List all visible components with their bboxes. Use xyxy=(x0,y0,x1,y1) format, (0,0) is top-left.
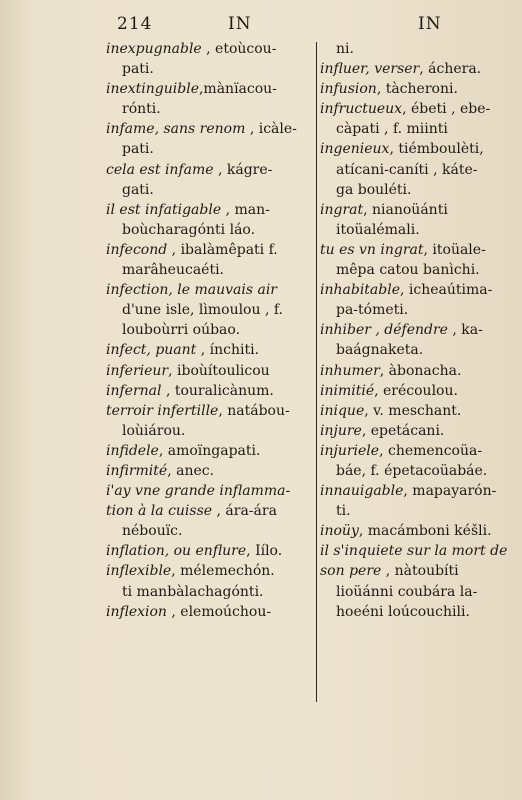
entry-line xyxy=(106,501,316,521)
definition-text: ,mànïacou- xyxy=(198,81,277,98)
definition-text: d'une isle, lìmoulou , f. xyxy=(122,302,283,319)
entry-line xyxy=(106,441,316,461)
headword: il s'inquiete sur la mort de xyxy=(320,543,508,560)
entry-line xyxy=(320,220,520,240)
headword: i'ay vne grande inflamma- xyxy=(106,483,291,500)
definition-text: , macámboni kéšli. xyxy=(358,523,492,540)
definition-text: nébouïc. xyxy=(122,523,183,540)
entry-line xyxy=(320,501,520,521)
entry-line xyxy=(320,280,520,300)
definition-text: lioüánni coubára la- xyxy=(336,583,478,600)
definition-text: , mapayarón- xyxy=(403,483,497,500)
left-guide-word: IN xyxy=(228,14,252,34)
definition-text: , tàcheroni. xyxy=(376,81,458,98)
definition-text: , ibalàmêpati f. xyxy=(167,241,278,258)
entry-line xyxy=(106,320,316,340)
definition-text: , mélemechón. xyxy=(171,563,275,580)
definition-text: ga bouléti. xyxy=(336,181,412,198)
entry-line xyxy=(320,401,520,421)
headword: inferieur xyxy=(106,362,169,379)
entry-line xyxy=(106,340,316,360)
entry-line xyxy=(106,260,316,280)
definition-text: baágnaketa. xyxy=(336,342,424,359)
definition-text: mêpa catou banìchi. xyxy=(336,262,480,279)
entry-line xyxy=(320,180,520,200)
headword: tu es vn ingrat xyxy=(320,241,424,258)
entry-line xyxy=(106,240,316,260)
headword: infecond xyxy=(106,241,168,258)
headword: infirmité xyxy=(106,462,168,479)
entry-line xyxy=(106,521,316,541)
headword: innauigable xyxy=(320,483,404,500)
definition-text: , Iílo. xyxy=(246,543,283,560)
definition-text: atícani-caníti , káte- xyxy=(336,161,478,178)
headword: infructueux xyxy=(320,101,403,118)
definition-text: ti. xyxy=(336,503,351,520)
headword: tion à la cuisse xyxy=(106,503,213,520)
headword: inflation, ou enflure xyxy=(106,543,247,560)
definition-text: , tiémboulèti, xyxy=(389,141,484,158)
right-guide-word: IN xyxy=(418,14,442,34)
entry-line xyxy=(320,421,520,441)
headword: inoüy xyxy=(320,523,359,540)
entry-line xyxy=(320,602,520,622)
entry-line xyxy=(106,300,316,320)
definition-text: , natábou- xyxy=(218,402,290,419)
headword: infection, le mauvais air xyxy=(106,282,277,299)
headword: cela est infame xyxy=(106,161,214,178)
definition-text: boùcharagónti láo. xyxy=(122,221,256,238)
definition-text: , nianoüánti xyxy=(363,201,448,218)
definition-text: , ébeti , ebe- xyxy=(402,101,491,118)
entry-line xyxy=(106,79,316,99)
entry-line xyxy=(320,441,520,461)
entry-line xyxy=(320,59,520,79)
entry-line xyxy=(320,461,520,481)
headword: inflexible xyxy=(106,563,172,580)
headword: infidele xyxy=(106,442,159,459)
entry-line xyxy=(106,39,316,59)
definition-text: , nàtoubíti xyxy=(381,563,459,580)
headword: inextinguible xyxy=(106,81,199,98)
headword: terroir infertille xyxy=(106,402,219,419)
entry-line xyxy=(106,139,316,159)
definition-text: , icheaútima- xyxy=(400,282,493,299)
definition-text: , v. meschant. xyxy=(364,402,462,419)
right-dictionary-column xyxy=(320,39,520,622)
definition-text: pati. xyxy=(122,61,154,78)
definition-text: marâheucaéti. xyxy=(122,262,225,279)
entry-line xyxy=(320,79,520,99)
definition-text: , ára-ára xyxy=(212,503,277,520)
entry-line xyxy=(106,280,316,300)
entry-line xyxy=(320,541,520,561)
page-number: 214 xyxy=(117,14,153,34)
definition-text: , iboùítoulicou xyxy=(168,362,270,379)
entry-line xyxy=(320,99,520,119)
definition-text: ni. xyxy=(336,41,354,57)
definition-text: pati. xyxy=(122,141,154,158)
definition-text: , touralicànum. xyxy=(161,382,274,399)
entry-line xyxy=(106,119,316,139)
headword: inexpugnable xyxy=(106,41,202,57)
definition-text: , àbonacha. xyxy=(379,362,462,379)
entry-line xyxy=(320,561,520,581)
entry-line xyxy=(106,160,316,180)
entry-line xyxy=(106,200,316,220)
definition-text: , ínchiti. xyxy=(196,342,260,359)
entry-line xyxy=(320,240,520,260)
definition-text: loùiárou. xyxy=(122,422,186,439)
definition-text: càpati , f. miinti xyxy=(336,121,448,138)
definition-text: louboùrri oúbao. xyxy=(122,322,241,339)
entry-line xyxy=(320,582,520,602)
headword: inhabitable xyxy=(320,282,400,299)
definition-text: rónti. xyxy=(122,101,161,118)
definition-text: , itoüale- xyxy=(423,241,486,258)
headword: injure xyxy=(320,422,362,439)
headword: son pere xyxy=(320,563,382,580)
headword: inique xyxy=(320,402,365,419)
entry-line xyxy=(320,119,520,139)
definition-text: , ka- xyxy=(447,322,483,339)
definition-text: , chemencoüa- xyxy=(379,442,483,459)
definition-text: , icàle- xyxy=(245,121,297,138)
entry-line xyxy=(320,139,520,159)
entry-line xyxy=(106,401,316,421)
entry-line xyxy=(320,300,520,320)
headword: inhiber , défendre xyxy=(320,322,448,339)
entry-line xyxy=(106,361,316,381)
definition-text: , áchera. xyxy=(419,61,482,78)
entry-line xyxy=(320,320,520,340)
headword: influer, verser xyxy=(320,61,420,78)
entry-line xyxy=(320,361,520,381)
headword: infame, sans renom xyxy=(106,121,246,138)
entry-line xyxy=(106,220,316,240)
left-dictionary-column xyxy=(106,39,316,622)
entry-line xyxy=(106,180,316,200)
entry-line xyxy=(106,461,316,481)
entry-line xyxy=(320,481,520,501)
definition-text: gati. xyxy=(122,181,154,198)
headword: ingenieux xyxy=(320,141,390,158)
headword: ingrat xyxy=(320,201,364,218)
entry-line xyxy=(320,260,520,280)
headword: il est infatigable xyxy=(106,201,222,218)
running-header xyxy=(0,14,522,38)
entry-line xyxy=(320,200,520,220)
definition-text: , epetácani. xyxy=(361,422,445,439)
entry-line xyxy=(106,59,316,79)
definition-text: ti manbàlachagónti. xyxy=(122,583,264,600)
entry-line xyxy=(320,39,520,59)
headword: injuriele xyxy=(320,442,380,459)
definition-text: , kágre- xyxy=(213,161,273,178)
column-divider xyxy=(316,42,317,702)
entry-line xyxy=(320,521,520,541)
entry-line xyxy=(106,99,316,119)
entry-line xyxy=(106,541,316,561)
definition-text: , amoïngapati. xyxy=(158,442,261,459)
entry-line xyxy=(106,602,316,622)
definition-text: hoeéni loúcouchili. xyxy=(336,603,470,620)
entry-line xyxy=(106,381,316,401)
headword: infect, puant xyxy=(106,342,197,359)
definition-text: pa-tómeti. xyxy=(336,302,409,319)
headword: inhumer xyxy=(320,362,380,379)
entry-line xyxy=(320,160,520,180)
entry-line xyxy=(106,582,316,602)
definition-text: , etoùcou- xyxy=(201,41,277,57)
entry-line xyxy=(106,481,316,501)
headword: inflexion xyxy=(106,603,167,620)
entry-line xyxy=(320,340,520,360)
headword: inimitié xyxy=(320,382,375,399)
definition-text: , erécoulou. xyxy=(374,382,458,399)
entry-line xyxy=(106,561,316,581)
headword: infernal xyxy=(106,382,162,399)
definition-text: báe, f. épetacoüabáe. xyxy=(336,462,488,479)
entry-line xyxy=(320,381,520,401)
definition-text: , man- xyxy=(221,201,270,218)
entry-line xyxy=(106,421,316,441)
definition-text: , anec. xyxy=(167,462,215,479)
definition-text: itoüalémali. xyxy=(336,221,420,238)
headword: infusion xyxy=(320,81,377,98)
definition-text: , elemoúchou- xyxy=(166,603,272,620)
